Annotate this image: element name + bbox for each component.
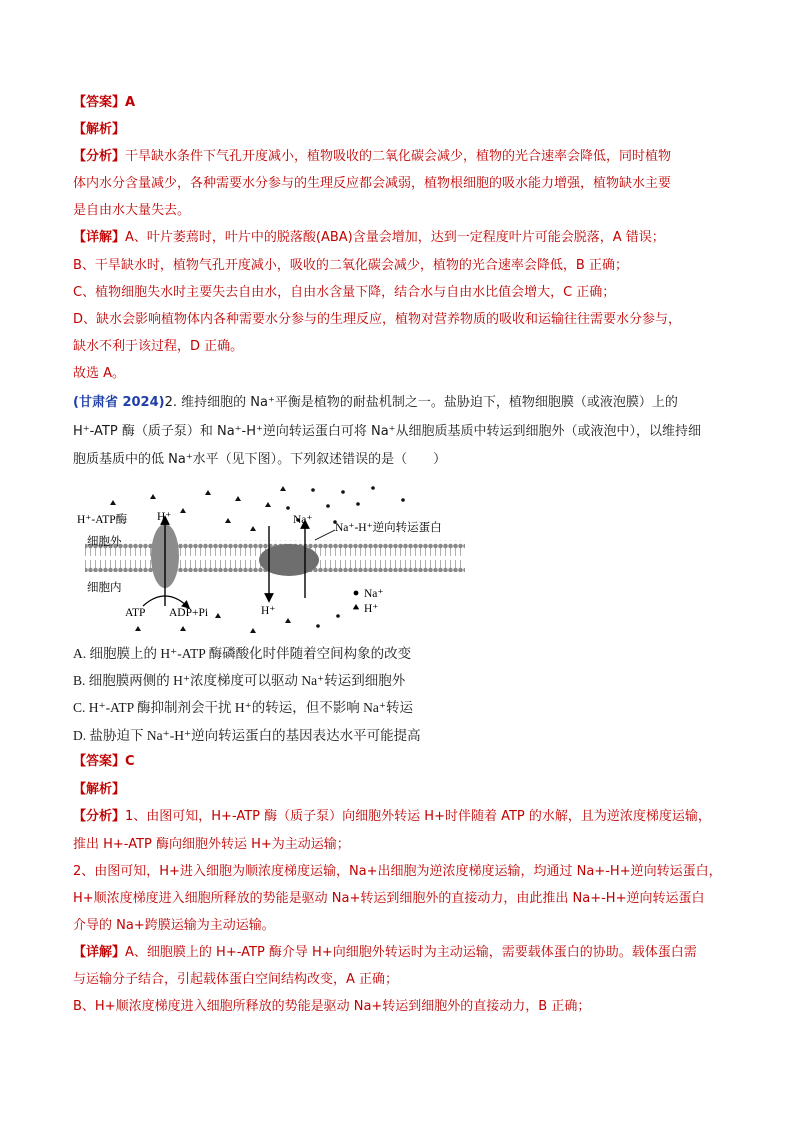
legend-h-label: H⁺	[364, 603, 379, 615]
fenxi-label: 【分析】	[73, 809, 126, 824]
antiporter-pointer	[315, 530, 335, 540]
q2-fenxi-line-4: H+顺浓度梯度进入细胞所释放的势能是驱动 Na+转运到细胞外的直接动力，由此推出 Na+-H+逆向转运蛋白	[73, 891, 705, 906]
q1-fenxi-line-3: 是自由水大量失去。	[73, 203, 191, 218]
q2-fenxi-line-5: 介导的 Na+跨膜运输为主动运输。	[73, 918, 275, 933]
fenxi-label: 【分析】	[73, 149, 126, 164]
analysis-label: 【解析】	[73, 782, 126, 797]
xiangjie-label: 【详解】	[73, 230, 126, 245]
h-top-label: H⁺	[157, 511, 172, 523]
membrane-transport-diagram	[73, 478, 473, 636]
adp-label: ADP+Pi	[169, 607, 209, 619]
intracellular-particles	[135, 613, 340, 633]
q2-detail-line-1	[73, 944, 733, 962]
q2-answer-line	[73, 753, 733, 771]
option-d: D. 盐胁迫下 Na⁺-H⁺逆向转运蛋白的基因表达水平可能提高	[73, 728, 421, 743]
na-top-label: Na⁺	[293, 514, 313, 526]
q2-detail-line-2: 与运输分子结合，引起载体蛋白空间结构改变，A 正确；	[73, 972, 399, 987]
q2-fenxi-line-2: 推出 H+-ATP 酶向细胞外转运 H+为主动运输；	[73, 837, 350, 852]
answer-label: 【答案】	[73, 754, 126, 769]
option-b: B. 细胞膜两侧的 H⁺浓度梯度可以驱动 Na⁺转运到细胞外	[73, 673, 406, 688]
q1-detail-line-4: D、缺水会影响植物体内各种需要水分参与的生理反应，植物对营养物质的吸收和运输往往需要水分参与，	[73, 312, 682, 327]
h-atpase-label: H⁺-ATP酶	[77, 514, 128, 526]
antiporter-label: Na⁺-H⁺逆向转运蛋白	[335, 522, 442, 534]
q2-stem-line-3: 胞质基质中的低 Na⁺水平（见下图）。下列叙述错误的是（ ）	[73, 452, 447, 467]
q1-conclusion: 故选 A。	[73, 366, 126, 381]
answer-label: 【答案】	[73, 95, 126, 110]
question-source: (甘肃省 2024)	[73, 395, 165, 410]
q2-stem-line-2: H⁺-ATP 酶（质子泵）和 Na⁺-H⁺逆向转运蛋白可将 Na⁺从细胞质基质中转运到细胞外（或液泡中），以维持细	[73, 424, 702, 439]
option-a: A. 细胞膜上的 H⁺-ATP 酶磷酸化时伴随着空间构象的改变	[73, 646, 412, 661]
q1-fenxi-line-1	[73, 148, 733, 166]
xiangjie-label: 【详解】	[73, 945, 126, 960]
q1-answer-line	[73, 94, 733, 112]
q2-fenxi-line-1	[73, 808, 733, 826]
q1-detail-line-2: B、干旱缺水时，植物气孔开度减小，吸收的二氧化碳会减少，植物的光合速率会降低，B 正确；	[73, 258, 628, 273]
legend-na-symbol	[354, 591, 359, 596]
q2-fenxi-line-3: 2、由图可知，H+进入细胞为顺浓度梯度运输，Na+出细胞为逆浓度梯度运输，均通过 Na+-H+逆向转运蛋白，	[73, 864, 722, 879]
detail-text: A、叶片萎蔫时，叶片中的脱落酸(ABA)含量会增加，达到一定程度叶片可能会脱落，A 错误；	[125, 230, 665, 245]
legend-na-label: Na⁺	[364, 588, 384, 600]
h-bottom-label: H⁺	[261, 605, 276, 617]
q1-detail-line-1	[73, 229, 733, 247]
detail-text: A、细胞膜上的 H+-ATP 酶介导 H+向细胞外转运时为主动运输，需要载体蛋白的协助。载体蛋白需	[125, 945, 697, 960]
answer-value: A	[125, 95, 136, 110]
legend-h-symbol	[353, 604, 359, 609]
answer-value: C	[125, 754, 135, 769]
antiporter-protein	[259, 544, 319, 576]
q1-detail-line-3: C、植物细胞失水时主要失去自由水，自由水含量下降，结合水与自由水比值会增大，C 正确；	[73, 285, 616, 300]
fenxi-text: 1、由图可知，H+-ATP 酶（质子泵）向细胞外转运 H+时伴随着 ATP 的水解，且为逆浓度梯度运输，	[125, 809, 711, 824]
outside-label: 细胞外	[87, 534, 122, 548]
q1-detail-line-5: 缺水不利于该过程，D 正确。	[73, 339, 244, 354]
inside-label: 细胞内	[87, 580, 122, 594]
atp-label: ATP	[125, 607, 146, 619]
q2-stem-line-1	[73, 394, 733, 412]
option-c: C. H⁺-ATP 酶抑制剂会干扰 H⁺的转运，但不影响 Na⁺转运	[73, 700, 413, 715]
q2-detail-line-3: B、H+顺浓度梯度进入细胞所释放的势能是驱动 Na+转运到细胞外的直接动力，B 正确；	[73, 999, 591, 1014]
analysis-label: 【解析】	[73, 122, 126, 137]
q1-fenxi-line-2: 体内水分含量减少，各种需要水分参与的生理反应都会减弱，植物根细胞的吸水能力增强，植物缺水主要	[73, 176, 672, 191]
fenxi-text: 干旱缺水条件下气孔开度减小，植物吸收的二氧化碳会减少，植物的光合速率会降低，同时植物	[125, 149, 672, 164]
stem-text: 2. 维持细胞的 Na⁺平衡是植物的耐盐机制之一。盐胁迫下，植物细胞膜（或液泡膜）上的	[164, 395, 678, 410]
